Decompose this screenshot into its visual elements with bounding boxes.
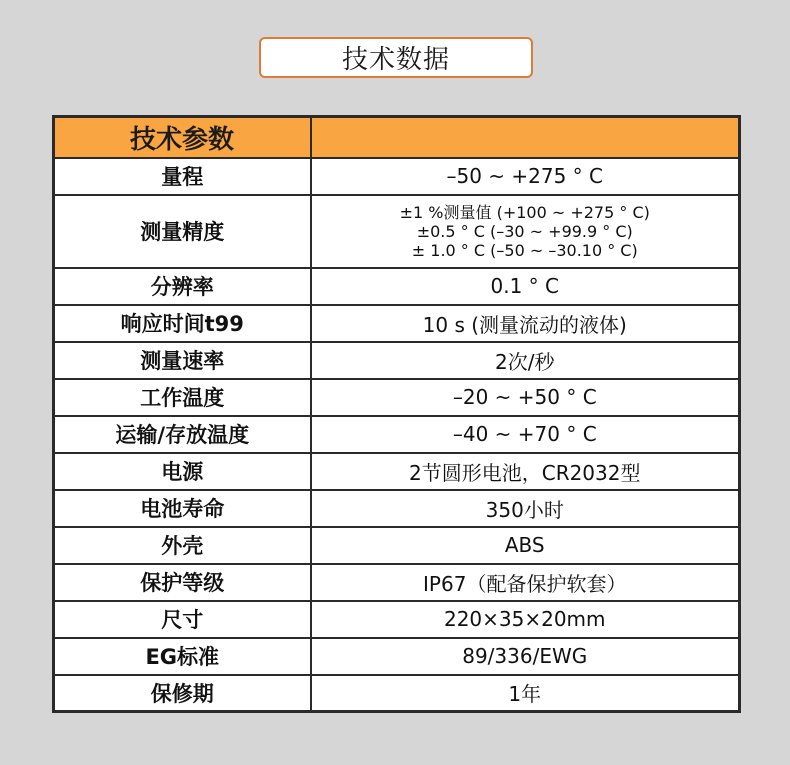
table-row	[54, 416, 740, 453]
row-value: 220×35×20mm	[311, 601, 740, 638]
table-row	[54, 305, 740, 342]
table-header-label-cell	[54, 117, 311, 158]
table-row	[54, 268, 740, 305]
row-label: 工作温度	[54, 379, 311, 416]
row-label: 运输/存放温度	[54, 416, 311, 453]
table-header-value-cell	[311, 117, 740, 158]
row-value: –50 ~ +275 ° C	[311, 158, 740, 195]
row-value: 1年	[311, 675, 740, 712]
table-row	[54, 527, 740, 564]
row-label: 电池寿命	[54, 490, 311, 527]
row-label: 测量精度	[54, 195, 311, 268]
row-label: 保护等级	[54, 564, 311, 601]
row-value: 0.1 ° C	[311, 268, 740, 305]
table-row	[54, 638, 740, 675]
row-label: 保修期	[54, 675, 311, 712]
row-label: 量程	[54, 158, 311, 195]
row-label: 尺寸	[54, 601, 311, 638]
table-row	[54, 453, 740, 490]
table-row	[54, 379, 740, 416]
accuracy-line: ±0.5 ° C (–30 ~ +99.9 ° C)	[416, 221, 633, 241]
accuracy-line: ±1 %测量值 (+100 ~ +275 ° C)	[399, 202, 650, 222]
row-label: 外壳	[54, 527, 311, 564]
table-row	[54, 490, 740, 527]
page-title: 技术数据	[259, 37, 533, 78]
row-label: 测量速率	[54, 342, 311, 379]
row-value-multiline	[311, 195, 740, 268]
table-row	[54, 195, 740, 268]
row-label: 响应时间t99	[54, 305, 311, 342]
row-label: 分辨率	[54, 268, 311, 305]
row-value: ABS	[311, 527, 740, 564]
table-header-label: 技术参数	[130, 124, 235, 155]
accuracy-line: ± 1.0 ° C (–50 ~ –30.10 ° C)	[411, 240, 638, 260]
row-value: 2次/秒	[311, 342, 740, 379]
table-row	[54, 601, 740, 638]
row-value: IP67（配备保护软套）	[311, 564, 740, 601]
spec-table	[52, 115, 741, 713]
row-value: –40 ~ +70 ° C	[311, 416, 740, 453]
row-value: 350小时	[311, 490, 740, 527]
table-row	[54, 342, 740, 379]
row-label: EG标准	[54, 638, 311, 675]
table-row	[54, 675, 740, 712]
table-row	[54, 158, 740, 195]
table-header-row	[54, 117, 740, 158]
row-value: –20 ~ +50 ° C	[311, 379, 740, 416]
table-row	[54, 564, 740, 601]
row-value: 10 s (测量流动的液体)	[311, 305, 740, 342]
row-value: 2节圆形电池，CR2032型	[311, 453, 740, 490]
row-value: 89/336/EWG	[311, 638, 740, 675]
row-label: 电源	[54, 453, 311, 490]
